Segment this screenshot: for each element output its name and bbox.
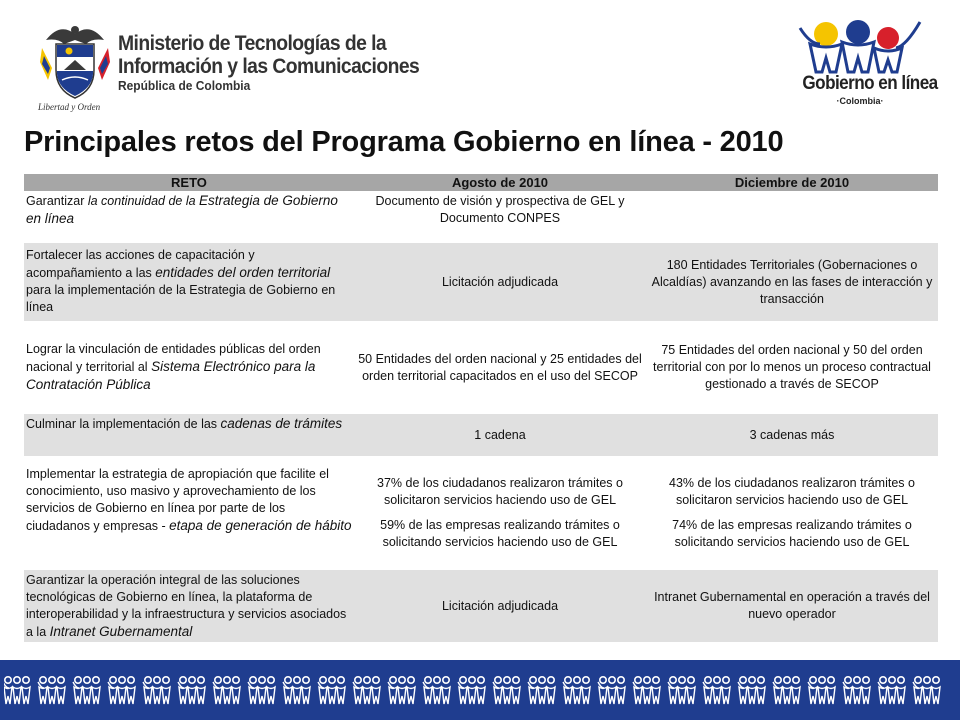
agosto-cell: 1 cadena	[474, 427, 526, 442]
agosto-cell: Documento de visión y prospectiva de GEL y Documento CONPES	[375, 194, 625, 225]
footer-band	[0, 660, 960, 720]
ministry-name	[118, 32, 445, 94]
reto-emphasis: Intranet Gubernamental	[49, 624, 193, 639]
reto-text: Fortalecer las acciones de capacitación y acompañamiento a las	[26, 248, 255, 280]
ministry-logo	[36, 18, 420, 118]
reto-text: Lograr la vinculación de entidades públicas del orden nacional y territorial al	[26, 341, 321, 374]
people-group-icon	[493, 677, 520, 704]
reto-emphasis: Estrategia de Gobierno en línea	[26, 193, 338, 226]
reto-emphasis: entidades del orden territorial	[155, 265, 331, 280]
reto-text: Garantizar	[26, 194, 88, 208]
table-row	[24, 321, 938, 414]
reto-cell	[24, 191, 354, 243]
people-group-icon	[178, 677, 205, 704]
people-group-icon	[738, 677, 765, 704]
diciembre-empresas: 74% de las empresas realizando trámites o solicitando servicios haciendo uso de GEL	[672, 518, 912, 549]
reto-text: Garantizar la operación integral de las soluciones tecnológicas de Gobierno en línea, la plataforma de interoperabilidad y la infraestructura y servicios asociados a la	[26, 573, 347, 639]
retos-table	[24, 174, 938, 642]
ministry-line-2: Información y las Comunicaciones	[118, 55, 420, 78]
people-group-icon	[458, 677, 485, 704]
reto-cell	[24, 243, 354, 321]
agosto-cell: 50 Entidades del orden nacional y 25 entidades del orden territorial capacitados en el uso del SECOP	[358, 351, 642, 383]
people-group-icon	[668, 677, 695, 704]
agosto-cell	[354, 456, 646, 570]
column-header-reto: RETO	[171, 175, 207, 190]
people-group-icon	[878, 677, 905, 704]
people-group-icon	[633, 677, 660, 704]
people-group-icon	[423, 677, 450, 704]
table-row	[24, 191, 938, 243]
people-group-icon	[4, 677, 30, 704]
diciembre-cell	[646, 456, 938, 570]
reto-cell	[24, 570, 354, 642]
people-group-icon	[73, 677, 100, 704]
people-group-icon	[808, 677, 835, 704]
people-group-icon	[388, 677, 415, 704]
people-group-icon	[213, 677, 240, 704]
people-group-icon	[773, 677, 800, 704]
people-figures-pattern	[4, 672, 960, 716]
agosto-cell: Licitación adjudicada	[441, 274, 559, 289]
table-row	[24, 570, 938, 642]
people-group-icon	[913, 677, 940, 704]
people-group-icon	[318, 677, 345, 704]
people-group-icon	[563, 677, 590, 704]
people-group-icon	[843, 677, 870, 704]
people-group-icon	[143, 677, 170, 704]
table-row	[24, 414, 938, 456]
agosto-cell: Licitación adjudicada	[441, 598, 559, 613]
gel-logo-country: ·Colombia·	[836, 96, 884, 106]
reto-cell	[24, 414, 354, 456]
reto-emphasis: etapa de generación de hábito	[169, 518, 352, 533]
reto-emphasis: Sistema Electrónico para la Contratación Pública	[26, 358, 316, 392]
reto-text: Culminar la implementación de las	[26, 417, 221, 431]
reto-text: Implementar la estrategia de apropiación que facilite el conocimiento, uso masivo y aprovechamiento de los servicios de Gobierno en línea por parte de los ciudadanos y empresas -	[26, 467, 329, 533]
agosto-ciudadanos: 37% de los ciudadanos realizaron trámites o solicitaron servicios haciendo uso de GEL	[377, 476, 623, 507]
people-group-icon	[703, 677, 730, 704]
people-group-icon	[38, 677, 65, 704]
gel-logo-text: Gobierno en línea	[802, 73, 938, 94]
people-group-icon	[598, 677, 625, 704]
table-header	[24, 174, 938, 191]
ministry-country: República de Colombia	[118, 78, 251, 93]
reto-cell	[24, 321, 354, 414]
diciembre-cell: 75 Entidades del orden nacional y 50 del orden territorial con por lo menos un proceso contractual gestionado a través de SECOP	[653, 343, 931, 391]
table-row	[24, 456, 938, 570]
diciembre-cell	[646, 191, 938, 243]
diciembre-cell: 180 Entidades Territoriales (Gobernaciones o Alcaldías) avanzando en las fases de interacción y transacción	[651, 257, 933, 306]
diciembre-ciudadanos: 43% de los ciudadanos realizaron trámites o solicitaron servicios haciendo uso de GEL	[669, 476, 915, 507]
column-header-agosto: Agosto de 2010	[451, 175, 549, 190]
table-row	[24, 243, 938, 321]
motto: Libertad y Orden	[38, 102, 101, 112]
diciembre-cell: Intranet Gubernamental en operación a través del nuevo operador	[654, 590, 930, 621]
reto-emphasis: cadenas de trámites	[220, 416, 343, 431]
people-group-icon	[248, 677, 275, 704]
people-group-icon	[353, 677, 380, 704]
people-group-icon	[528, 677, 555, 704]
ministry-line-1: Ministerio de Tecnologías de la	[118, 32, 387, 55]
diciembre-cell: 3 cadenas más	[749, 427, 835, 442]
reto-text: para la implementación de la Estrategia de Gobierno en línea	[26, 283, 336, 314]
page-title: Principales retos del Programa Gobierno en línea - 2010	[24, 126, 784, 158]
gobierno-en-linea-figures-icon	[796, 14, 924, 76]
gobierno-en-linea-logo	[796, 14, 938, 114]
reto-cell	[24, 456, 354, 570]
column-header-diciembre: Diciembre de 2010	[734, 175, 850, 190]
people-group-icon	[283, 677, 310, 704]
agosto-empresas: 59% de las empresas realizando trámites o solicitando servicios haciendo uso de GEL	[380, 518, 620, 549]
people-group-icon	[108, 677, 135, 704]
reto-emphasis: la continuidad de la	[87, 194, 200, 208]
